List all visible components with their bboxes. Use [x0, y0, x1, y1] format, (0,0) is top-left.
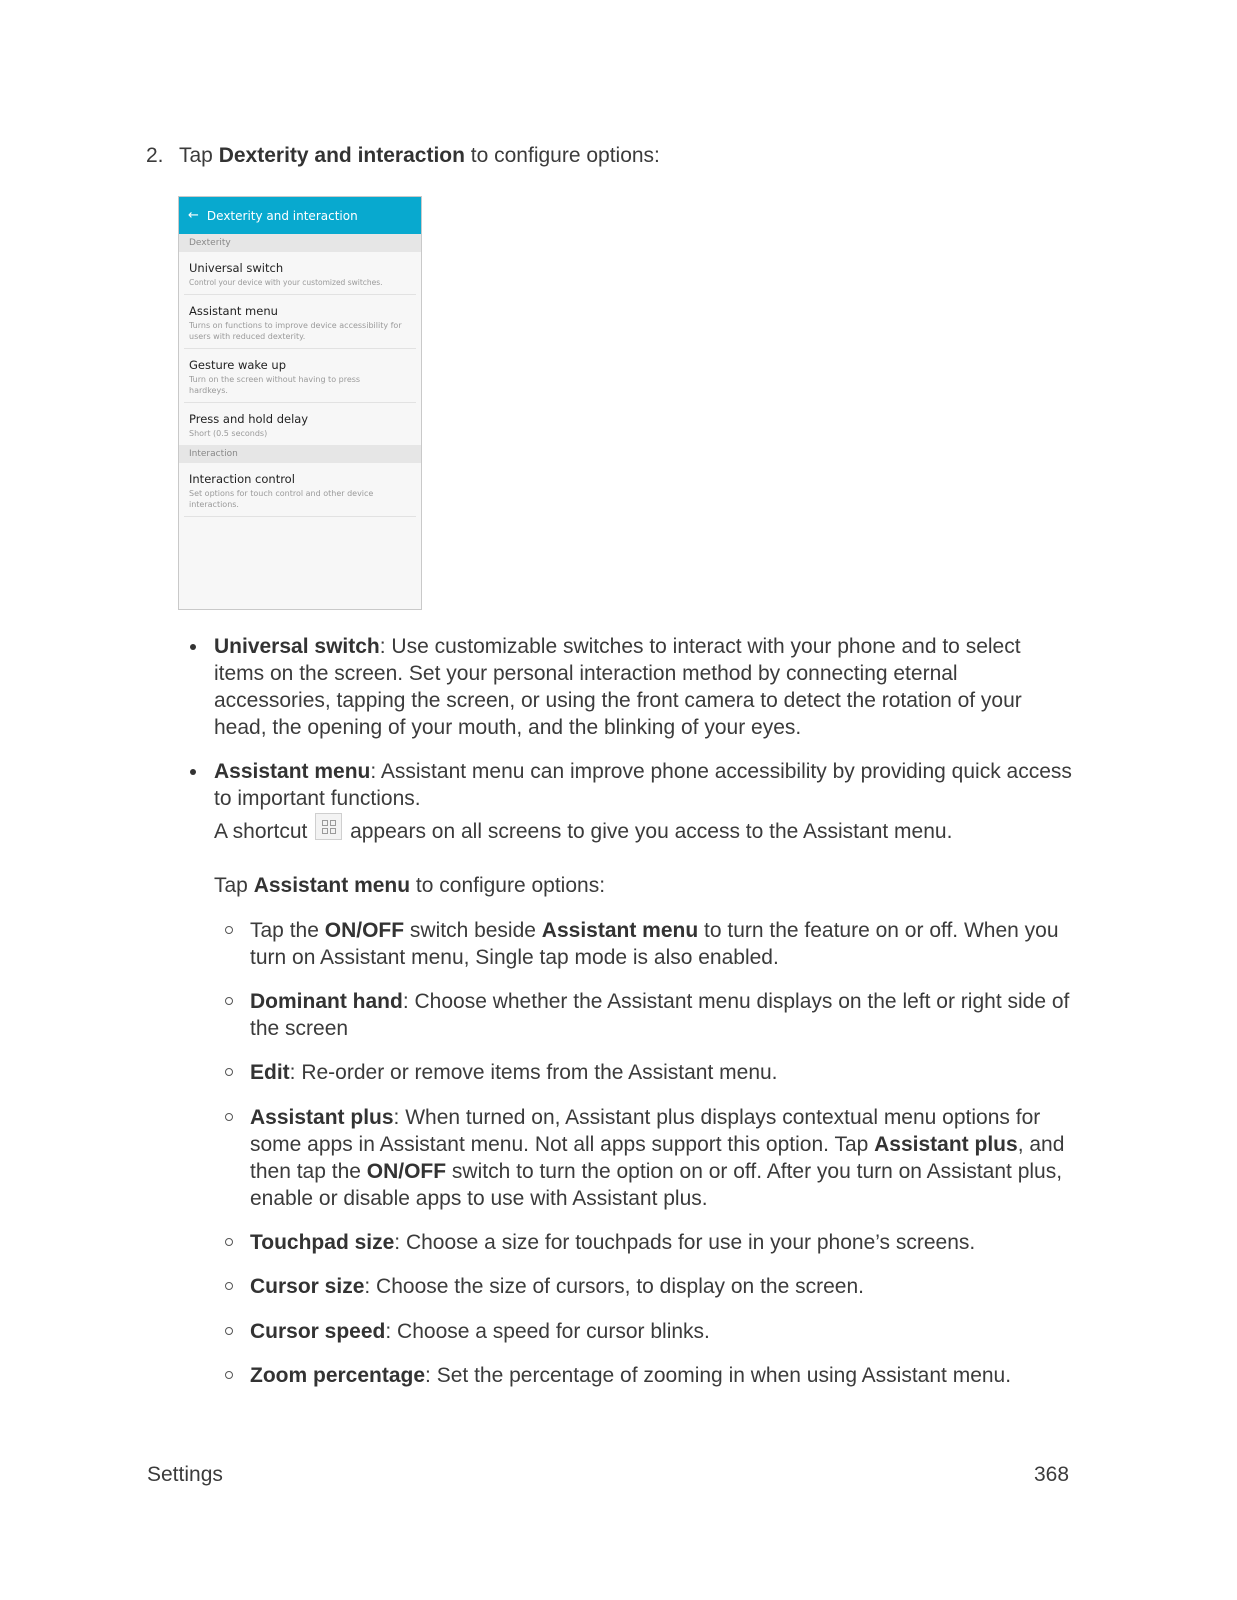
subitem-bold: ON/OFF	[366, 1160, 447, 1183]
phone-list-item	[184, 463, 416, 517]
bullet-text: : Use customizable switches to interact with your phone and to select items on the screen. Set your personal interaction method by connecting eternal accessories, tapping the screen, or using the front camera to detect the rotation of your head, the opening of your mouth, and the blinking of your eyes.	[214, 635, 1022, 739]
bullet-universal-switch	[214, 633, 1074, 741]
step-bold: Dexterity and interaction	[218, 144, 465, 167]
subitem-onoff	[250, 917, 1080, 971]
step-text-end: to configure options:	[464, 144, 660, 167]
subitem-bold: ON/OFF	[324, 919, 405, 942]
bullet-assistant-menu	[214, 758, 1074, 812]
phone-item-title: Gesture wake up	[189, 358, 287, 372]
subitem-bold: Cursor size	[250, 1275, 365, 1298]
phone-title: Dexterity and interaction	[206, 208, 358, 223]
bullet-bold: Universal switch	[214, 635, 380, 658]
subitem-text: : Re-order or remove items from the Assistant menu.	[289, 1061, 778, 1084]
assistant-menu-shortcut-icon	[315, 813, 342, 840]
subitem-text: : Choose whether the Assistant menu displays on the left or right side of the screen	[250, 990, 1070, 1040]
phone-item-subtitle: Set options for touch control and other device interactions.	[189, 489, 374, 509]
shortcut-line	[214, 813, 952, 845]
subitem-text: : Choose a speed for cursor blinks.	[385, 1320, 710, 1343]
step-heading	[146, 142, 660, 169]
subitem-bold: Assistant menu	[541, 919, 699, 942]
subitem-text: : Choose a size for touchpads for use in your phone’s screens.	[394, 1231, 976, 1254]
bullet-dot	[190, 644, 196, 650]
footer-page-number: 368	[1034, 1463, 1070, 1486]
phone-app-bar	[179, 197, 421, 234]
subitem-cursor-speed	[250, 1318, 1080, 1345]
bullet-dot	[190, 769, 196, 775]
subitem-bold: Assistant plus	[874, 1133, 1018, 1156]
sub-bullet	[225, 1068, 233, 1076]
phone-item-title: Interaction control	[189, 472, 295, 486]
sub-bullet	[225, 1282, 233, 1290]
phone-item-title: Assistant menu	[189, 304, 278, 318]
subitem-text: switch to turn the option on or off. After you turn on Assistant plus, enable or disable apps to use with Assistant plus.	[250, 1160, 1063, 1210]
sub-bullet	[225, 926, 233, 934]
shortcut-text-end: appears on all screens to give you access to the Assistant menu.	[350, 820, 953, 843]
subitem-text: : Choose the size of cursors, to display on the screen.	[364, 1275, 864, 1298]
phone-screenshot	[178, 196, 422, 610]
phone-list-item	[184, 252, 416, 295]
step-number: 2.	[146, 144, 164, 167]
tap-bold: Assistant menu	[253, 874, 411, 897]
phone-item-subtitle: Control your device with your customized switches.	[189, 278, 383, 287]
subitem-bold: Zoom percentage	[250, 1364, 426, 1387]
sub-bullet	[225, 1327, 233, 1335]
step-text: Tap	[179, 144, 219, 167]
bullet-bold: Assistant menu	[214, 760, 371, 783]
phone-list-item	[184, 349, 416, 403]
subitem-touchpad-size	[250, 1229, 1080, 1256]
bullet-text: : Assistant menu can improve phone accessibility by providing quick access to important functions.	[214, 760, 1072, 810]
sub-bullet	[225, 997, 233, 1005]
sub-bullet	[225, 1113, 233, 1121]
subitem-text: to turn the feature on or off. When you turn on Assistant menu, Single tap mode is also enabled.	[250, 919, 1059, 969]
subitem-text: : When turned on, Assistant plus displays contextual menu options for some apps in Assistant menu. Not all apps support this option. Tap	[250, 1106, 1041, 1156]
shortcut-text: A shortcut	[214, 820, 308, 843]
phone-section-dexterity: Dexterity	[179, 234, 421, 252]
subitem-edit	[250, 1059, 1080, 1086]
subitem-dominant-hand	[250, 988, 1080, 1042]
phone-item-subtitle: Turns on functions to improve device accessibility for users with reduced dexterity.	[189, 321, 402, 341]
subitem-text: switch beside	[404, 919, 542, 942]
phone-item-title: Universal switch	[189, 261, 284, 275]
phone-list-item	[184, 295, 416, 349]
phone-item-title: Press and hold delay	[189, 412, 309, 426]
footer-section: Settings	[147, 1463, 223, 1486]
phone-item-subtitle: Short (0.5 seconds)	[189, 429, 268, 438]
subitem-zoom-percentage	[250, 1362, 1080, 1389]
subitem-bold: Edit	[250, 1061, 290, 1084]
subitem-text: , and then tap the	[250, 1133, 1065, 1183]
subitem-bold: Dominant hand	[250, 990, 403, 1013]
subitem-bold: Cursor speed	[250, 1320, 386, 1343]
back-arrow-icon: ←	[188, 208, 199, 223]
tap-text: Tap	[214, 874, 254, 897]
subitem-text: : Set the percentage of zooming in when using Assistant menu.	[425, 1364, 1012, 1387]
subitem-bold: Assistant plus	[250, 1106, 394, 1129]
tap-text-end: to configure options:	[410, 874, 606, 897]
subitem-text: Tap the	[250, 919, 325, 942]
tap-assistant-line	[214, 872, 605, 899]
sub-bullet	[225, 1238, 233, 1246]
phone-item-subtitle: Turn on the screen without having to press hardkeys.	[189, 375, 361, 395]
phone-section-interaction: Interaction	[179, 445, 421, 463]
sub-bullet	[225, 1371, 233, 1379]
subitem-bold: Touchpad size	[250, 1231, 395, 1254]
subitem-cursor-size	[250, 1273, 1080, 1300]
phone-list-item	[184, 403, 416, 445]
subitem-assistant-plus	[250, 1104, 1080, 1212]
